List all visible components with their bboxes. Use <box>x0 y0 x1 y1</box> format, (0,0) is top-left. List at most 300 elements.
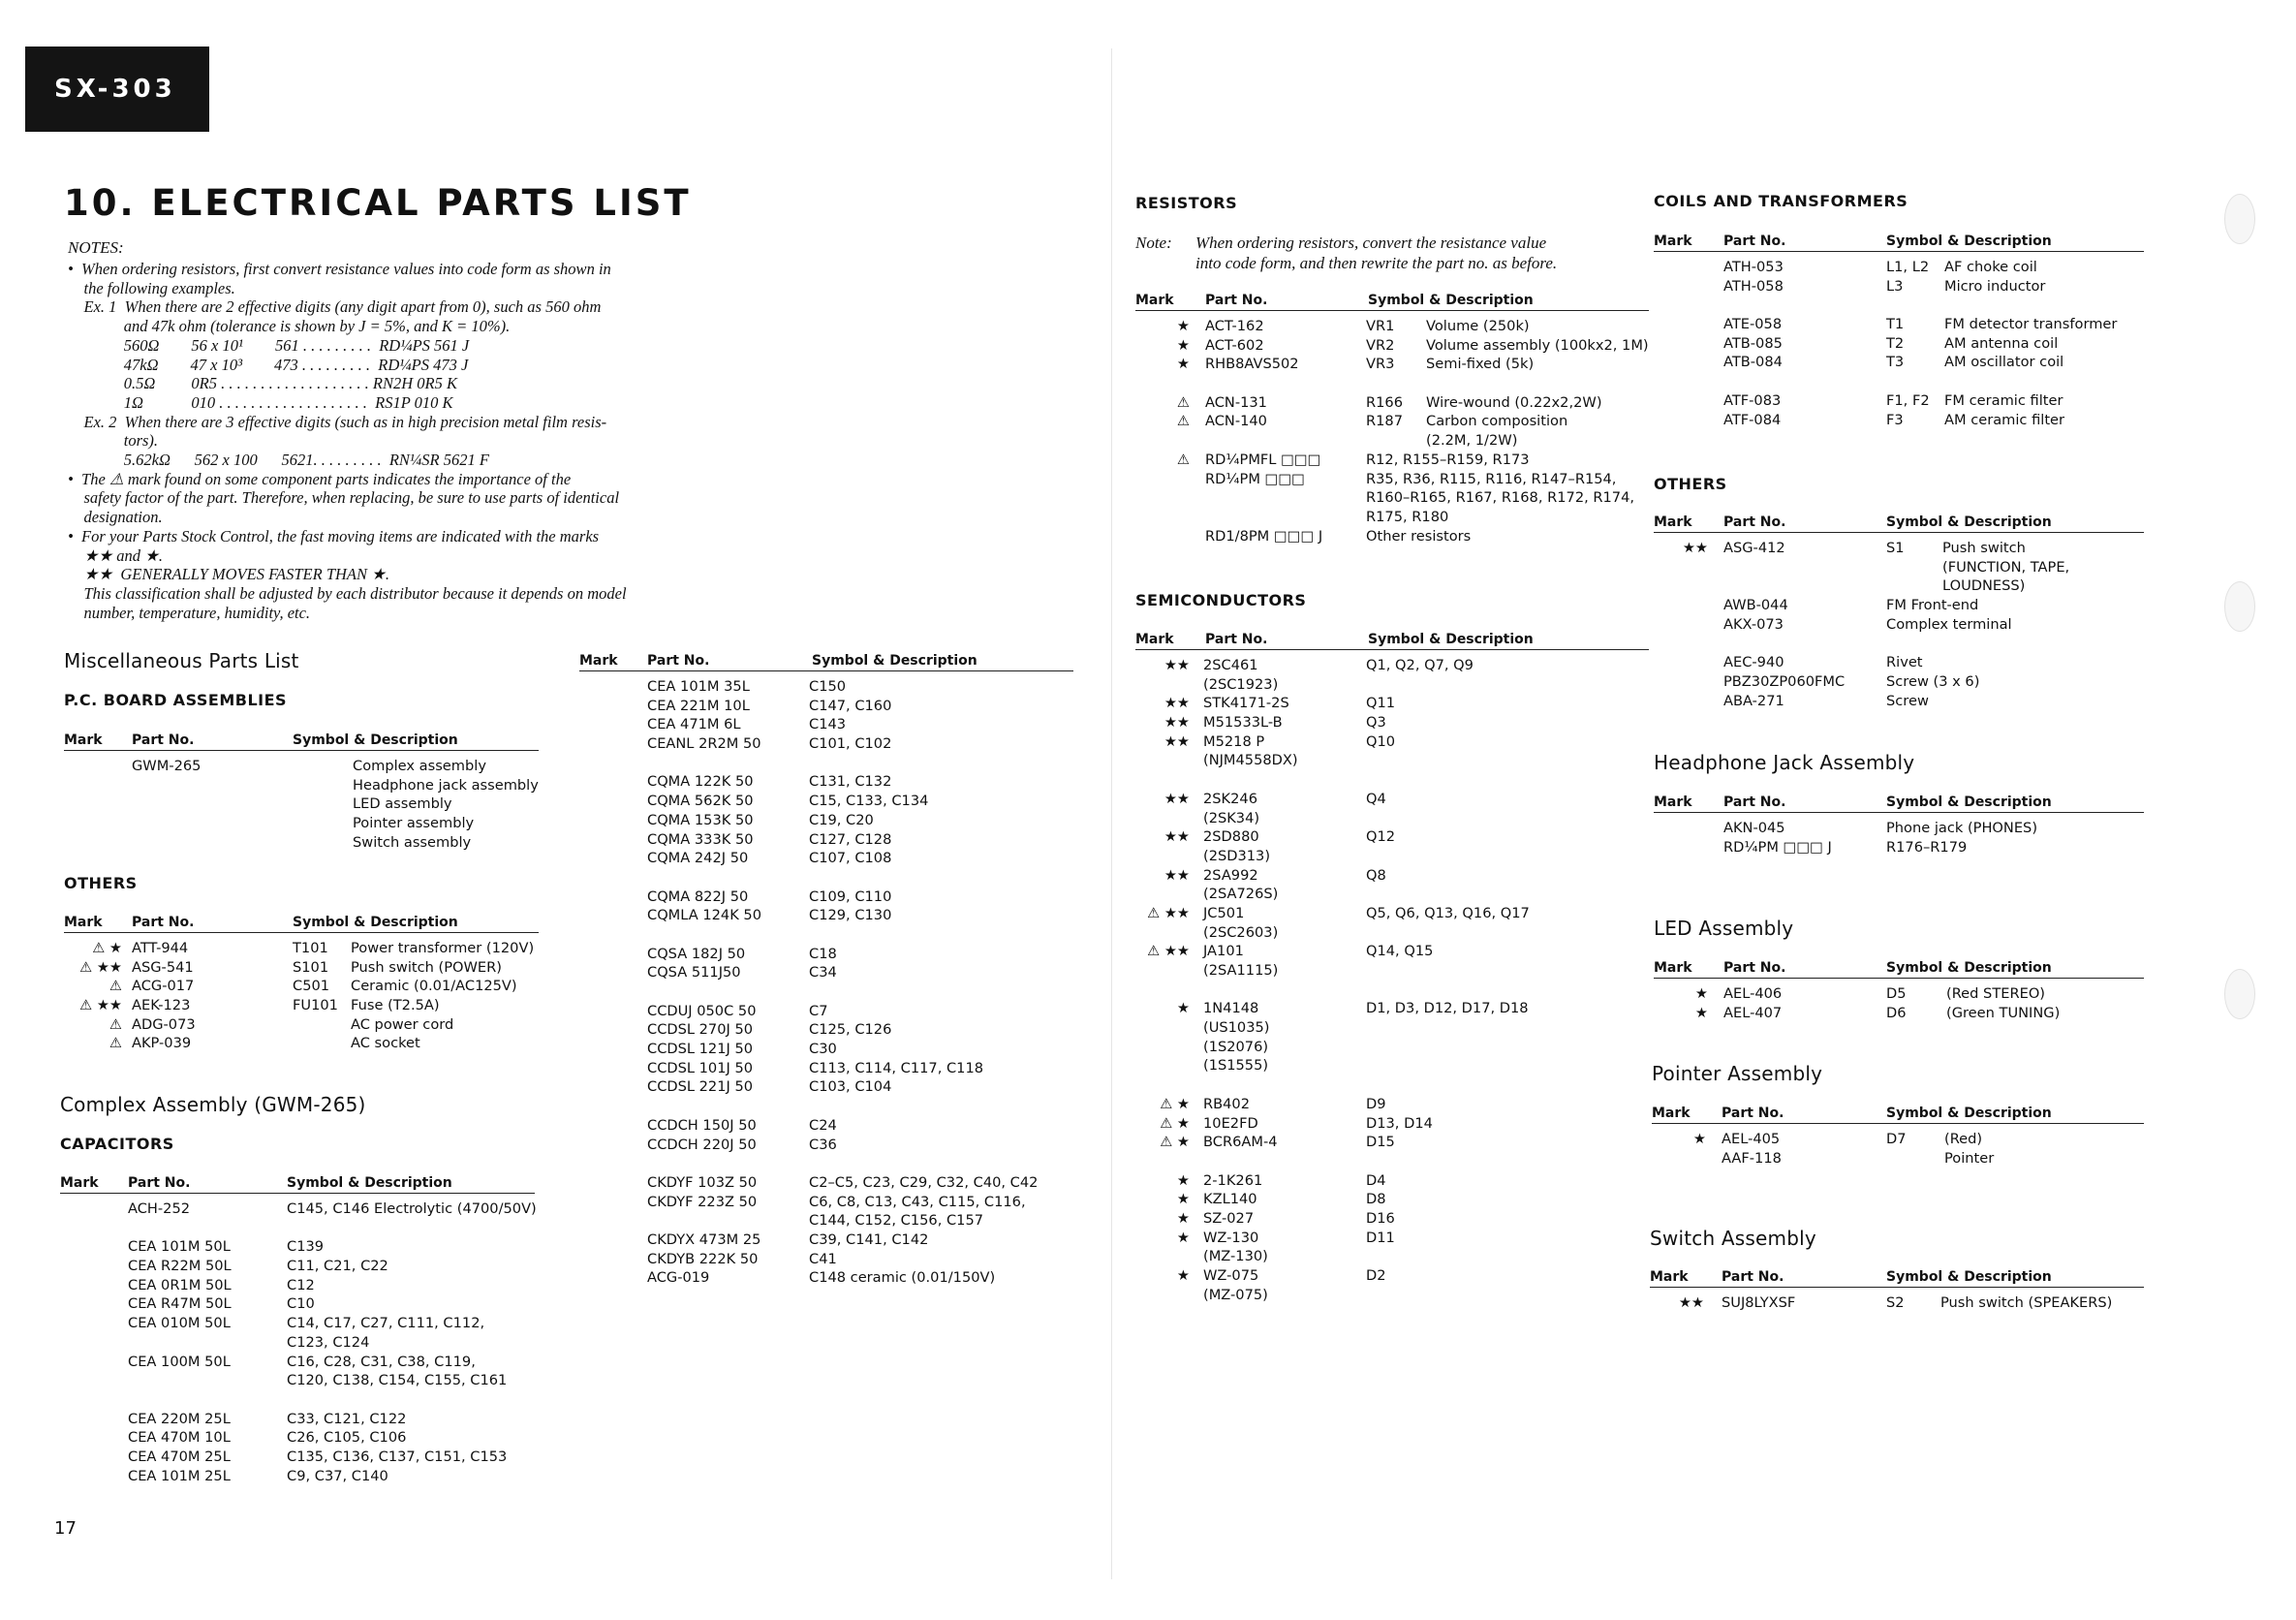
note-line: This classification shall be adjusted by each distributor because it depends on model <box>68 583 627 603</box>
cell-mark: ⚠ ★★ <box>1147 904 1190 921</box>
others-table <box>64 915 539 1053</box>
others-title: OTHERS <box>64 874 138 892</box>
cell-desc: FM ceramic filter <box>1944 391 2063 409</box>
cell-sym: S1 <box>1886 540 1905 556</box>
cell-part: 2SC461 <box>1203 657 1258 673</box>
cell-part: ADG-073 <box>132 1015 196 1033</box>
cell-part: (2SC2603) <box>1203 923 1279 941</box>
cell-sym: Q12 <box>1366 828 1396 846</box>
cell-mark: ★ <box>1176 1209 1190 1227</box>
table-row <box>579 697 1073 716</box>
table-row <box>579 792 1073 811</box>
cell-part: AEK-123 <box>132 997 191 1014</box>
note-line: ★★ and ★. <box>68 545 164 565</box>
table-row <box>1135 827 1649 847</box>
cell-mark: ⚠ <box>109 1035 122 1052</box>
table-row <box>1135 470 1649 489</box>
cell-part: ATF-084 <box>1723 411 1782 428</box>
table-row <box>1135 981 1649 1000</box>
column-header-symbol: Symbol & Description <box>1886 794 2052 810</box>
cell-sym: C150 <box>809 678 847 695</box>
cell-part: CEANL 2R2M 50 <box>647 735 761 753</box>
cell-desc: LOUDNESS) <box>1942 577 2026 595</box>
cell-sym: C7 <box>809 1002 828 1019</box>
headphone-table <box>1654 794 2144 857</box>
cell-sym: VR3 <box>1366 356 1395 373</box>
column-header-part: Part No. <box>1723 794 1786 810</box>
cell-desc: AM antenna coil <box>1944 334 2059 352</box>
cell-sym: C11, C21, C22 <box>287 1258 388 1275</box>
table-row <box>1654 353 2144 372</box>
table-row <box>1654 984 2144 1004</box>
cell-desc: Complex assembly <box>353 758 486 774</box>
cell-mark: ★ <box>1176 1267 1190 1284</box>
cell-part: (2SA726S) <box>1203 886 1279 903</box>
table-row <box>1652 1149 2144 1168</box>
table-row <box>1135 393 1649 413</box>
column-header-symbol: Symbol & Description <box>1886 234 2052 249</box>
cell-mark: ⚠ ★ <box>92 940 122 956</box>
table-header <box>1654 234 2144 252</box>
table-row <box>579 830 1073 850</box>
cell-part: AEC-940 <box>1723 654 1784 671</box>
semiconductors-title: SEMICONDUCTORS <box>1135 591 1307 609</box>
cell-part: ACG-017 <box>132 978 195 995</box>
cell-sym: VR2 <box>1366 336 1395 354</box>
note-line: • For your Parts Stock Control, the fast moving items are indicated with the marks <box>68 526 600 545</box>
cell-desc: Push switch (SPEAKERS) <box>1940 1294 2113 1311</box>
table-row <box>1135 847 1649 866</box>
cell-part: RD¼PMFL □□□ <box>1205 451 1321 468</box>
cell-desc: Pointer <box>1944 1149 1995 1167</box>
note-line: 1Ω 010 . . . . . . . . . . . . . . . . . . . RS1P 010 K <box>68 392 453 412</box>
cell-part: CQMA 153K 50 <box>647 811 754 828</box>
cell-desc: Volume assembly (100kx2, 1M) <box>1426 336 1649 354</box>
column-header-part: Part No. <box>1722 1269 1784 1285</box>
table-row <box>1135 355 1649 374</box>
cell-sym: C143 <box>809 716 847 733</box>
cell-sym: Q8 <box>1366 866 1386 884</box>
cell-part: CQSA 511J50 <box>647 964 741 981</box>
cell-part: (2SA1115) <box>1203 962 1279 979</box>
cell-sym: C10 <box>287 1295 315 1313</box>
cell-sym: C41 <box>809 1250 837 1267</box>
table-row <box>1652 1130 2144 1149</box>
table-row <box>64 794 539 814</box>
cell-part: GWM-265 <box>132 758 202 774</box>
cell-part: PBZ30ZP060FMC <box>1723 672 1846 690</box>
cell-sym: C9, C37, C140 <box>287 1467 388 1484</box>
cell-sym: Q4 <box>1366 790 1386 807</box>
cell-desc: Wire-wound (0.22x2,2W) <box>1426 393 1602 411</box>
pcb-assemblies-title: P.C. BOARD ASSEMBLIES <box>64 691 288 709</box>
table-row <box>1135 904 1649 923</box>
column-header-part: Part No. <box>132 732 195 748</box>
cell-sym: Phone jack (PHONES) <box>1886 820 2038 836</box>
table-row <box>60 1237 535 1257</box>
cell-part: SUJ8LYXSF <box>1722 1294 1796 1311</box>
table-row <box>1654 615 2144 635</box>
table-row <box>60 1390 535 1410</box>
column-header-mark: Mark <box>64 732 103 748</box>
table-header <box>1654 514 2144 533</box>
table-row <box>1135 732 1649 752</box>
cell-desc: AM ceramic filter <box>1944 411 2065 428</box>
column-header-mark: Mark <box>64 915 103 930</box>
cell-part: CCDUJ 050C 50 <box>647 1002 757 1019</box>
cell-part: AEL-407 <box>1723 1004 1783 1021</box>
led-table <box>1654 960 2144 1022</box>
cell-desc: (2.2M, 1/2W) <box>1426 432 1518 450</box>
cell-sym: C24 <box>809 1116 837 1134</box>
cell-part: CCDSL 101J 50 <box>647 1059 754 1076</box>
table-row <box>60 1199 535 1219</box>
cell-desc: Headphone jack assembly <box>353 776 539 794</box>
cell-mark: ★★ <box>1164 790 1190 807</box>
cell-part: (2SC1923) <box>1203 675 1279 693</box>
resistor-note-line-1: When ordering resistors, convert the resistance value <box>1195 234 1547 252</box>
cell-sym: F3 <box>1886 411 1904 428</box>
cell-part: ACT-602 <box>1205 336 1264 354</box>
table-row <box>1135 412 1649 431</box>
coils-title: COILS AND TRANSFORMERS <box>1654 192 1908 210</box>
table-row <box>579 849 1073 868</box>
table-row <box>579 1211 1073 1231</box>
cell-sym: D2 <box>1366 1267 1386 1284</box>
table-row <box>579 982 1073 1002</box>
note-line: and 47k ohm (tolerance is shown by J = 5%, and K = 10%). <box>68 317 511 336</box>
cell-part: 2SA992 <box>1203 866 1258 884</box>
cell-sym: R166 <box>1366 393 1403 411</box>
table-row <box>1135 1209 1649 1229</box>
cell-mark: ⚠ <box>109 978 122 995</box>
table-row <box>1135 1247 1649 1266</box>
table-row <box>1135 1095 1649 1114</box>
cell-part: CEA 220M 25L <box>128 1410 231 1427</box>
cell-sym: S2 <box>1886 1294 1905 1311</box>
table-row <box>1135 451 1649 470</box>
cell-desc: Push switch (POWER) <box>351 958 502 976</box>
column-header-part: Part No. <box>1723 960 1786 976</box>
cell-sym: D6 <box>1886 1004 1907 1021</box>
misc-parts-title: Miscellaneous Parts List <box>64 649 299 672</box>
table-row <box>579 945 1073 964</box>
cell-sym: C16, C28, C31, C38, C119, <box>287 1353 476 1370</box>
table-header <box>1652 1106 2144 1124</box>
table-row <box>1135 923 1649 943</box>
cell-part: JC501 <box>1203 904 1245 921</box>
cell-sym: C144, C152, C156, C157 <box>809 1212 984 1230</box>
table-row <box>1135 790 1649 809</box>
cell-mark: ★★ <box>1682 540 1708 556</box>
cell-part: CEA 101M 25L <box>128 1467 231 1484</box>
cell-desc: AC power cord <box>351 1015 454 1033</box>
table-row <box>579 1097 1073 1116</box>
cell-sym: FM Front-end <box>1886 597 1979 614</box>
cell-sym: C39, C141, C142 <box>809 1231 929 1248</box>
cell-mark: ⚠ ★★ <box>79 997 122 1014</box>
cell-sym: C129, C130 <box>809 907 892 924</box>
table-row <box>1654 672 2144 692</box>
table-row <box>60 1448 535 1467</box>
cell-part: AAF-118 <box>1722 1149 1782 1167</box>
cell-part: CEA R47M 50L <box>128 1295 232 1313</box>
table-row <box>64 1034 539 1053</box>
cell-mark: ★ <box>1176 1171 1190 1189</box>
table-header <box>1135 293 1649 311</box>
column-header-symbol: Symbol & Description <box>1886 1106 2052 1121</box>
cell-sym: L3 <box>1886 277 1904 295</box>
note-line: designation. <box>68 508 163 527</box>
cell-part: ACH-252 <box>128 1200 191 1217</box>
cell-part: CCDCH 220J 50 <box>647 1136 757 1153</box>
cell-part: AKP-039 <box>132 1035 192 1052</box>
note-line: 560Ω 56 x 10¹ 561 . . . . . . . . . RD¼PS 561 J <box>68 335 470 355</box>
cell-sym: Screw (3 x 6) <box>1886 672 1980 690</box>
table-row <box>579 1268 1073 1288</box>
cell-sym: Q10 <box>1366 732 1396 750</box>
cell-sym: C101, C102 <box>809 735 892 753</box>
table-header <box>1654 960 2144 979</box>
table-row <box>579 734 1073 754</box>
table-row <box>1135 527 1649 546</box>
cell-sym: D4 <box>1366 1171 1386 1189</box>
cell-sym: C135, C136, C137, C151, C153 <box>287 1448 508 1465</box>
cell-sym: R187 <box>1366 413 1403 430</box>
table-row <box>1135 809 1649 828</box>
cell-mark: ⚠ <box>1176 413 1190 430</box>
column-header-symbol: Symbol & Description <box>1886 514 2052 530</box>
cell-sym: C127, C128 <box>809 830 892 848</box>
table-row <box>579 925 1073 945</box>
column-header-symbol: Symbol & Description <box>287 1175 452 1191</box>
cell-sym: Q11 <box>1366 695 1396 712</box>
cell-part: WZ-130 <box>1203 1229 1259 1246</box>
headphone-title: Headphone Jack Assembly <box>1654 751 1915 774</box>
table-row <box>1654 819 2144 838</box>
cell-mark: ★★ <box>1164 714 1190 732</box>
cell-part: CEA 471M 6L <box>647 716 741 733</box>
cell-part: WZ-075 <box>1203 1267 1259 1284</box>
cell-symbol: T101 <box>293 940 328 956</box>
cell-sym: C103, C104 <box>809 1078 892 1096</box>
cell-sym: Screw <box>1886 692 1929 709</box>
cell-mark: ★★ <box>1164 732 1190 750</box>
cell-desc: Push switch <box>1942 540 2026 556</box>
table-row <box>579 1250 1073 1269</box>
cell-part: CCDSL 121J 50 <box>647 1041 754 1058</box>
table-row <box>1135 1133 1649 1152</box>
table-row <box>64 833 539 853</box>
cell-sym: R176–R179 <box>1886 838 1968 856</box>
cell-sym: Q3 <box>1366 714 1386 732</box>
table-row <box>1135 431 1649 451</box>
table-row <box>1654 258 2144 277</box>
table-row <box>1654 558 2144 577</box>
table-header <box>1654 794 2144 813</box>
cell-mark: ⚠ ★ <box>1160 1095 1190 1112</box>
table-row <box>579 1020 1073 1040</box>
cell-part: CQSA 182J 50 <box>647 945 746 962</box>
table-row <box>1135 1266 1649 1286</box>
cell-sym: C12 <box>287 1276 315 1293</box>
cell-sym: Complex terminal <box>1886 615 2012 633</box>
cell-mark: ★ <box>1176 336 1190 354</box>
table-row <box>60 1353 535 1372</box>
table-row <box>60 1467 535 1486</box>
table-row <box>64 939 539 958</box>
table-row <box>579 868 1073 888</box>
cell-part: CKDYX 473M 25 <box>647 1231 761 1248</box>
table-row <box>1135 317 1649 336</box>
cell-sym: R175, R180 <box>1366 508 1449 525</box>
resistors-table <box>1135 293 1649 545</box>
column-header-symbol: Symbol & Description <box>1368 293 1534 308</box>
column-header-part: Part No. <box>1205 293 1268 308</box>
binding-hole <box>2224 194 2255 244</box>
table-row <box>1135 1056 1649 1075</box>
cell-sym: C125, C126 <box>809 1021 892 1039</box>
cell-symbol: FU101 <box>293 997 338 1014</box>
table-row <box>1135 1075 1649 1095</box>
notes-block <box>68 260 627 622</box>
cell-mark: ⚠ ★★ <box>79 958 122 976</box>
column-header-mark: Mark <box>1654 794 1692 810</box>
cell-part: (MZ-075) <box>1203 1286 1268 1303</box>
cell-desc: Semi-fixed (5k) <box>1426 356 1535 373</box>
table-row <box>579 1231 1073 1250</box>
cell-part: ABA-271 <box>1723 692 1784 709</box>
cell-sym: D11 <box>1366 1229 1395 1246</box>
cell-part: CEA 470M 10L <box>128 1429 231 1447</box>
resistors-title: RESISTORS <box>1135 194 1238 212</box>
column-header-mark: Mark <box>1654 514 1692 530</box>
cell-mark: ⚠ ★★ <box>1147 943 1190 960</box>
table-row <box>1135 1018 1649 1038</box>
cell-sym: C6, C8, C13, C43, C115, C116, <box>809 1193 1026 1210</box>
column-header-mark: Mark <box>60 1175 99 1191</box>
cell-part: (NJM4558DX) <box>1203 752 1298 769</box>
note-line: tors). <box>68 431 159 451</box>
cell-desc: Switch assembly <box>353 833 472 851</box>
table-row <box>579 772 1073 792</box>
note-line: 47kΩ 47 x 10³ 473 . . . . . . . . . RD¼PS 473 J <box>68 355 469 374</box>
capacitors-title: CAPACITORS <box>60 1135 174 1153</box>
cell-part: (US1035) <box>1203 1019 1270 1037</box>
cell-part: CQMA 562K 50 <box>647 793 754 810</box>
table-row <box>579 677 1073 697</box>
table-row <box>1135 942 1649 961</box>
cell-sym: C18 <box>809 945 837 962</box>
table-header <box>1135 632 1649 650</box>
table-row <box>579 1040 1073 1059</box>
cell-sym: VR1 <box>1366 318 1395 334</box>
cell-part: ATH-058 <box>1723 277 1784 295</box>
cell-part: 1N4148 <box>1203 1000 1259 1017</box>
cell-part: CQMLA 124K 50 <box>647 907 761 924</box>
cell-sym: Rivet <box>1886 654 1923 671</box>
table-row <box>1135 374 1649 393</box>
cell-sym: C109, C110 <box>809 888 892 905</box>
table-row <box>1135 999 1649 1018</box>
cell-part: (1S1555) <box>1203 1057 1269 1075</box>
cell-part: 10E2FD <box>1203 1114 1258 1132</box>
table-row <box>1135 713 1649 732</box>
cell-desc: (Green TUNING) <box>1946 1004 2061 1021</box>
cell-part: ATT-944 <box>132 940 189 956</box>
led-title: LED Assembly <box>1654 917 1794 940</box>
note-line: • The ⚠ mark found on some component parts indicates the importance of the <box>68 469 572 488</box>
cell-desc: LED assembly <box>353 795 452 813</box>
note-line: the following examples. <box>68 278 235 297</box>
cell-part: BCR6AM-4 <box>1203 1134 1278 1151</box>
cell-sym: C113, C114, C117, C118 <box>809 1059 984 1076</box>
table-row <box>1654 391 2144 411</box>
cell-mark: ⚠ ★ <box>1160 1134 1190 1151</box>
column-header-mark: Mark <box>1654 234 1692 249</box>
page-title: 10. ELECTRICAL PARTS LIST <box>64 182 692 224</box>
cell-part: CKDYF 103Z 50 <box>647 1173 758 1191</box>
table-row <box>1654 576 2144 596</box>
others2-table <box>1654 514 2144 710</box>
table-row <box>1135 508 1649 527</box>
table-row <box>579 715 1073 734</box>
table-header <box>579 653 1073 671</box>
cell-desc: (Red) <box>1944 1131 1983 1147</box>
cell-sym: T2 <box>1886 334 1905 352</box>
table-row <box>1654 838 2144 857</box>
pointer-title: Pointer Assembly <box>1652 1062 1823 1085</box>
semiconductors-table <box>1135 632 1649 1304</box>
capacitors-table-continued <box>579 653 1073 1288</box>
cell-part: 2SD880 <box>1203 828 1259 846</box>
cell-sym: Q5, Q6, Q13, Q16, Q17 <box>1366 904 1530 921</box>
table-row <box>64 977 539 996</box>
table-row <box>60 1276 535 1295</box>
note-line: 0.5Ω 0R5 . . . . . . . . . . . . . . . . . . . RN2H 0R5 K <box>68 374 457 393</box>
cell-part: (1S2076) <box>1203 1038 1269 1055</box>
column-header-symbol: Symbol & Description <box>1886 960 2052 976</box>
table-row <box>579 1116 1073 1136</box>
cell-mark: ★★ <box>1164 657 1190 673</box>
cell-part: ATE-058 <box>1723 316 1783 333</box>
column-header-part: Part No. <box>128 1175 191 1191</box>
resistor-note-label: Note: <box>1135 234 1172 252</box>
cell-mark: ⚠ <box>1176 451 1190 468</box>
cell-part: RHB8AVS502 <box>1205 356 1299 373</box>
table-row <box>1654 692 2144 711</box>
cell-mark: ★ <box>1176 1229 1190 1246</box>
table-row <box>579 1154 1073 1173</box>
column-header-symbol: Symbol & Description <box>812 653 977 669</box>
cell-sym: F1, F2 <box>1886 391 1930 409</box>
cell-part: AEL-405 <box>1722 1131 1781 1147</box>
table-row <box>1135 336 1649 356</box>
cell-part: RD¼PM □□□ <box>1205 470 1305 487</box>
table-row <box>1654 315 2144 334</box>
cell-part: AKX-073 <box>1723 615 1784 633</box>
column-header-part: Part No. <box>1723 514 1786 530</box>
table-row <box>1135 1171 1649 1191</box>
column-header-symbol: Symbol & Description <box>293 732 458 748</box>
cell-sym: C145, C146 Electrolytic (4700/50V) <box>287 1200 537 1217</box>
cell-sym: Other resistors <box>1366 527 1472 545</box>
column-header-mark: Mark <box>1650 1269 1689 1285</box>
table-row <box>579 1136 1073 1155</box>
table-row <box>1135 885 1649 904</box>
table-row <box>64 1015 539 1035</box>
cell-sym: Q14, Q15 <box>1366 943 1434 960</box>
